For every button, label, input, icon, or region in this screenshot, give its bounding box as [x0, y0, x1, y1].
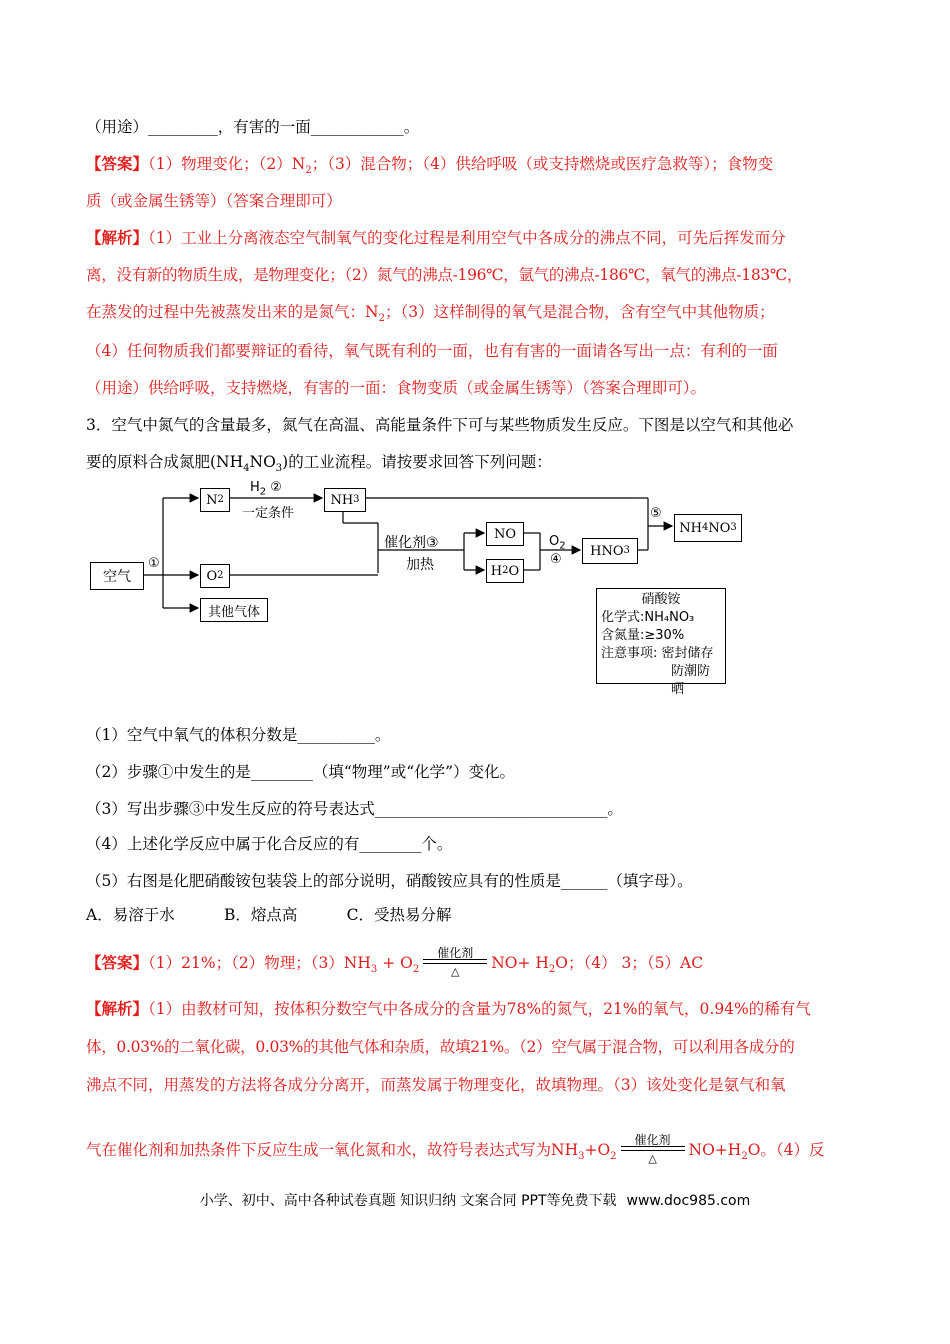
- analysis-2-sub-2: 2: [610, 1151, 617, 1163]
- step-5-label: ⑤: [650, 506, 662, 521]
- analysis-1-line-1: [86, 227, 864, 249]
- nh3-box: NH 3: [324, 488, 366, 512]
- catalyst-label: 催化剂: [437, 946, 474, 960]
- analysis-2-text: （1）由教材可知，按体积分数空气中各成分的含量为78%的氮气，21%的氧气，0.94%的稀有气: [148, 1000, 811, 1018]
- step-2-label: ②: [270, 480, 282, 495]
- footer-text: 小学、初中、高中各种试卷真题 知识归纳 文案合同 PPT等免费下载: [199, 1193, 617, 1209]
- analysis-2-sub-3: 2: [741, 1151, 748, 1163]
- answer-2-part-1: （1）21%；（2）物理；（3）NH: [148, 954, 371, 972]
- nh4no3-a: NH: [679, 520, 702, 536]
- n2-text: N: [206, 492, 218, 508]
- answer-1-line-2: 质（或金属生锈等）（答案合理即可）: [86, 192, 342, 210]
- catalyst-step-3-label: 催化剂③: [384, 535, 439, 551]
- page-footer: [0, 1190, 950, 1210]
- heat-symbol-2: △: [648, 1152, 657, 1165]
- h2-text: H: [250, 480, 260, 495]
- answer-1-sub: 2: [305, 165, 312, 177]
- air-box: 空气: [90, 562, 144, 590]
- answer-2-o2-sub: 2: [412, 964, 420, 976]
- question-1: （1）空气中氧气的体积分数是__________。: [86, 726, 391, 744]
- question-2: （2）步骤①中发生的是________（填“物理”或“化学”）变化。: [86, 763, 516, 781]
- analysis-2-line-4a: 气在催化剂和加热条件下反应生成一氧化氮和水，故符号表达式写为NH: [86, 1141, 579, 1159]
- analysis-1-line-3b: ；（3）这样制得的氧气是混合物，含有空气中其他物质；: [384, 303, 775, 321]
- analysis-2-line-4d: O。（4）反: [747, 1141, 825, 1159]
- footer-url[interactable]: www.doc985.com: [626, 1193, 751, 1209]
- usage-blank: _________: [148, 118, 218, 136]
- answer-2-nh3-sub: 3: [370, 964, 378, 976]
- analysis-1-line-3: [86, 301, 864, 323]
- analysis-2-tag: 【解析】: [86, 999, 149, 1018]
- answer-1-line-1: [86, 153, 864, 175]
- label-nitrogen: 含氮量:≥30%: [601, 628, 685, 643]
- q3-line-2c: )的工业流程。请按要求回答下列问题：: [282, 453, 552, 471]
- h2o-o: O: [508, 563, 520, 579]
- answer-2-part-3: NO+ H: [491, 954, 549, 972]
- o2-step-4-text: O: [549, 534, 560, 549]
- hno3-box: HNO 3: [582, 538, 638, 564]
- answer-1-text: （1）物理变化；（2）N: [148, 155, 306, 173]
- question-5: （5）右图是化肥硝酸铵包装袋上的部分说明，硝酸铵应具有的性质是______（填字母）。: [86, 872, 693, 890]
- nh3-text: NH: [330, 492, 354, 508]
- analysis-2-line-4: [86, 1133, 864, 1165]
- usage-end: 。: [403, 118, 420, 136]
- catalyst-label-2: 催化剂: [634, 1133, 671, 1147]
- o2-step-4-label: [549, 534, 566, 552]
- q3-line-2b: NO: [249, 453, 276, 471]
- answer-2-line: [86, 946, 864, 978]
- analysis-1-line-5: （用途）供给呼吸，支持燃烧，有害的一面：食物变质（或金属生锈等）（答案合理即可）。: [86, 379, 707, 397]
- other-gas-box: 其他气体: [200, 598, 268, 622]
- analysis-tag: 【解析】: [86, 228, 149, 247]
- usage-line: [86, 116, 864, 138]
- answer-2-part-4: O；（4） 3；（5）AC: [555, 954, 704, 972]
- step-4-label: ④: [550, 552, 562, 567]
- h2-sub: 2: [259, 486, 267, 498]
- step-1-label: ①: [148, 556, 160, 571]
- o2-box: O 2: [200, 564, 230, 588]
- analysis-2-line-1: [86, 998, 864, 1020]
- analysis-2-sub-1: 3: [578, 1151, 585, 1163]
- answer-2-h2o-sub: 2: [548, 964, 556, 976]
- q3-sub-2: 3: [275, 463, 283, 475]
- process-flow-diagram: [88, 478, 768, 697]
- question-3: （3）写出步骤③中发生反应的符号表达式______________________________。: [86, 800, 623, 818]
- n2-box: N 2: [200, 488, 230, 512]
- heat-label: 加热: [406, 557, 434, 573]
- analysis-1-line-2: 离，没有新的物质生成，是物理变化；（2）氮气的沸点-196℃，氩气的沸点-186℃，氧气的沸点-183℃，: [86, 266, 803, 284]
- label-formula: 化学式:NH₄NO₃: [601, 610, 695, 625]
- answer-2-part-2: + O: [377, 954, 413, 972]
- q3-line-2a: 要的原料合成氮肥(NH: [86, 453, 244, 471]
- hno3-text: HNO: [590, 543, 624, 559]
- h2o-text: H: [490, 563, 503, 579]
- o2-step-4-sub: 2: [559, 540, 566, 552]
- analysis-1-line-3-sub: 2: [378, 313, 385, 325]
- nh4no3-b: NO: [708, 520, 731, 536]
- usage-prefix: （用途）: [86, 118, 149, 136]
- q3-sub-1: 4: [243, 463, 250, 475]
- answer-1-rest: ；（3）混合物；（4）供给呼吸（或支持燃烧或医疗急救等）；食物变: [311, 155, 774, 173]
- catalyst-heat-arrow-2: [621, 1133, 685, 1165]
- usage-blank-2: ____________: [310, 118, 404, 136]
- condition-label: 一定条件: [242, 506, 295, 521]
- label-note-2: 防潮防晒: [671, 664, 711, 697]
- q3-line-2: [86, 451, 864, 473]
- answer-2-tag: 【答案】: [86, 953, 149, 972]
- q3-line-1: 3．空气中氮气的含量最多，氮气在高温、高能量条件下可与某些物质发生反应。下图是以空气和其他必: [86, 416, 794, 434]
- analysis-1-text: （1）工业上分离液态空气制氧气的变化过程是利用空气中各成分的沸点不同，可先后挥发而分: [148, 229, 786, 247]
- heat-symbol: △: [450, 965, 460, 978]
- label-note-1: 注意事项: 密封储存: [601, 646, 714, 661]
- analysis-1-line-3a: 在蒸发的过程中先被蒸发出来的是氮气：N: [86, 303, 379, 321]
- question-options: A．易溶于水 B．熔点高 C．受热易分解: [86, 906, 452, 924]
- label-title: 硝酸铵: [641, 592, 681, 607]
- usage-mid: ，有害的一面: [217, 118, 311, 136]
- analysis-2-line-2: 体，0.03%的二氧化碳，0.03%的其他气体和杂质，故填21%。（2）空气属于混合物，可以利用各成分的: [86, 1038, 795, 1056]
- analysis-2-line-3: 沸点不同，用蒸发的方法将各成分分离开，而蒸发属于物理变化，故填物理。（3）该处变化是氨气和氧: [86, 1076, 786, 1094]
- catalyst-heat-arrow: [423, 946, 487, 978]
- analysis-2-line-4b: +O: [584, 1141, 611, 1159]
- h2-step-2-label: [250, 480, 282, 498]
- question-4: （4）上述化学反应中属于化合反应的有________个。: [86, 835, 453, 853]
- h2o-box: H 2 O: [486, 559, 524, 583]
- analysis-1-line-4: （4）任何物质我们都要辩证的看待，氧气既有利的一面，也有有害的一面请各写出一点：有利的一面: [86, 342, 778, 360]
- o2-text: O: [206, 568, 218, 584]
- fertilizer-label-box: [596, 588, 726, 697]
- analysis-2-line-4c: NO+H: [688, 1141, 742, 1159]
- answer-tag: 【答案】: [86, 154, 149, 173]
- nh4no3-box: NH 4 NO 3: [674, 514, 742, 542]
- no-box: NO: [486, 522, 524, 546]
